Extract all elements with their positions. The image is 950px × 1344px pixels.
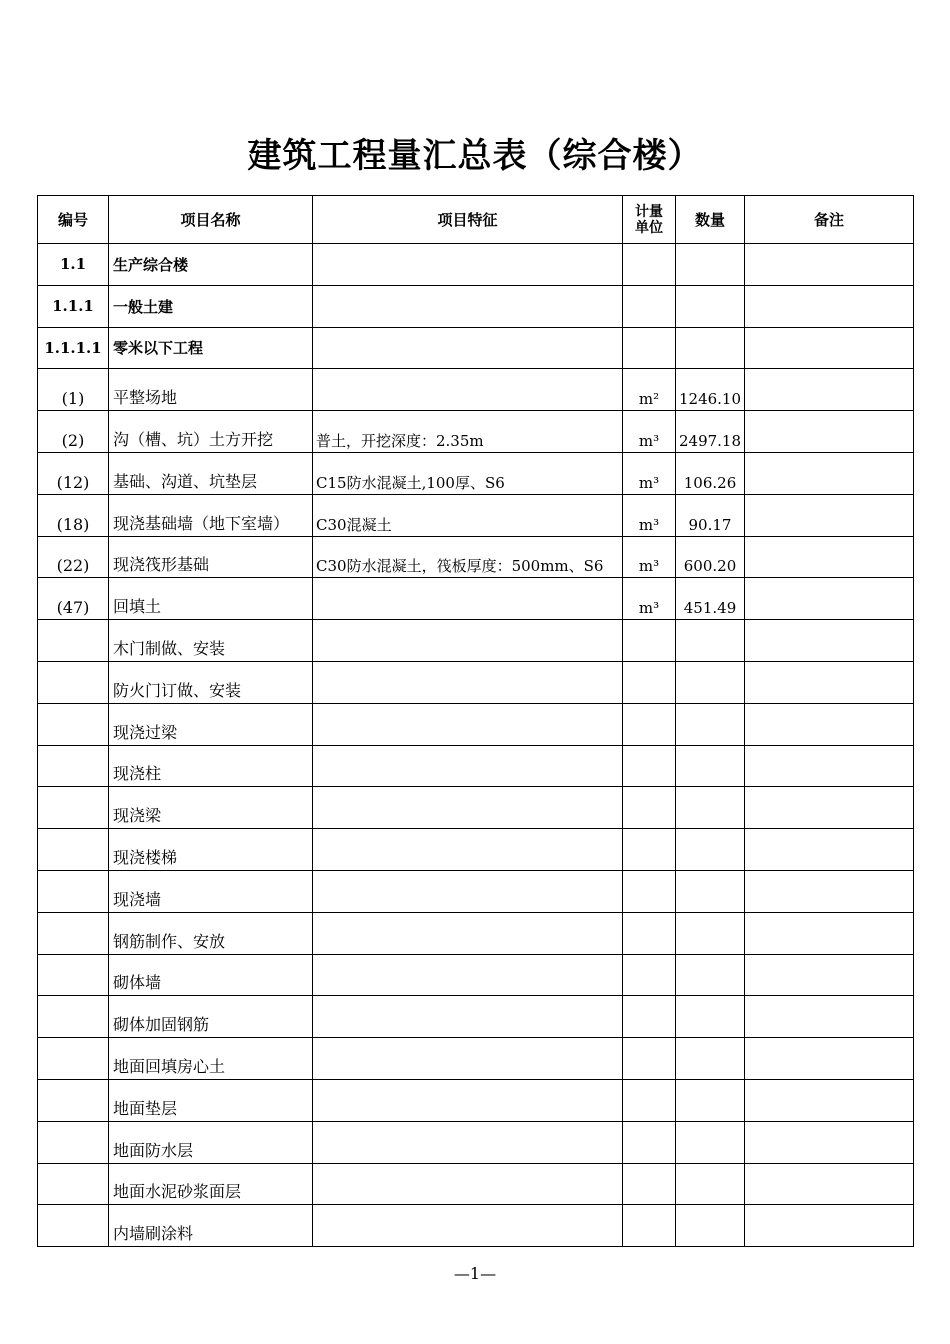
cell-code: (2) bbox=[38, 411, 109, 453]
cell-remark bbox=[745, 1205, 914, 1247]
table-row bbox=[38, 829, 914, 871]
cell-feature bbox=[313, 703, 623, 745]
cell-unit bbox=[623, 1079, 676, 1121]
cell-feature bbox=[313, 327, 623, 369]
cell-quantity bbox=[676, 829, 745, 871]
table-row bbox=[38, 1121, 914, 1163]
table-row bbox=[38, 912, 914, 954]
cell-quantity bbox=[676, 1163, 745, 1205]
cell-code: (12) bbox=[38, 452, 109, 494]
cell-unit bbox=[623, 996, 676, 1038]
cell-code bbox=[38, 787, 109, 829]
cell-code bbox=[38, 620, 109, 662]
cell-code: (1) bbox=[38, 369, 109, 411]
cell-remark bbox=[745, 244, 914, 286]
cell-feature bbox=[313, 578, 623, 620]
cell-name: 木门制做、安装 bbox=[109, 620, 313, 662]
table-body bbox=[38, 244, 914, 1247]
cell-name: 现浇梁 bbox=[109, 787, 313, 829]
cell-unit bbox=[623, 327, 676, 369]
cell-feature bbox=[313, 787, 623, 829]
cell-unit bbox=[623, 661, 676, 703]
cell-feature bbox=[313, 829, 623, 871]
cell-code bbox=[38, 829, 109, 871]
cell-name: 现浇筏形基础 bbox=[109, 536, 313, 578]
cell-unit bbox=[623, 1205, 676, 1247]
cell-feature bbox=[313, 996, 623, 1038]
cell-feature bbox=[313, 1163, 623, 1205]
cell-code bbox=[38, 1079, 109, 1121]
cell-code: (47) bbox=[38, 578, 109, 620]
table-row bbox=[38, 369, 914, 411]
cell-quantity bbox=[676, 285, 745, 327]
cell-name: 砌体加固钢筋 bbox=[109, 996, 313, 1038]
table-row bbox=[38, 1205, 914, 1247]
cell-name: 地面水泥砂浆面层 bbox=[109, 1163, 313, 1205]
cell-code bbox=[38, 870, 109, 912]
cell-feature: C30防水混凝土，筏板厚度：500mm、S6 bbox=[313, 536, 623, 578]
quantity-summary-table bbox=[37, 195, 914, 1247]
cell-code bbox=[38, 703, 109, 745]
table-row bbox=[38, 578, 914, 620]
cell-unit bbox=[623, 829, 676, 871]
cell-quantity bbox=[676, 996, 745, 1038]
table-row bbox=[38, 620, 914, 662]
cell-remark bbox=[745, 369, 914, 411]
cell-remark bbox=[745, 954, 914, 996]
cell-code bbox=[38, 1205, 109, 1247]
cell-code: 1.1 bbox=[38, 244, 109, 286]
cell-remark bbox=[745, 620, 914, 662]
cell-remark bbox=[745, 1121, 914, 1163]
cell-quantity bbox=[676, 954, 745, 996]
cell-name: 防火门订做、安装 bbox=[109, 661, 313, 703]
cell-unit bbox=[623, 912, 676, 954]
cell-remark bbox=[745, 411, 914, 453]
cell-name: 沟（槽、坑）土方开挖 bbox=[109, 411, 313, 453]
table-row bbox=[38, 870, 914, 912]
header-name: 项目名称 bbox=[109, 196, 313, 244]
table-row bbox=[38, 244, 914, 286]
cell-feature bbox=[313, 244, 623, 286]
cell-quantity bbox=[676, 1079, 745, 1121]
cell-quantity: 451.49 bbox=[676, 578, 745, 620]
header-unit-line1: 计量 bbox=[635, 203, 663, 220]
cell-feature bbox=[313, 1121, 623, 1163]
cell-unit bbox=[623, 745, 676, 787]
cell-remark bbox=[745, 1163, 914, 1205]
table-row bbox=[38, 1079, 914, 1121]
cell-unit bbox=[623, 1038, 676, 1080]
cell-remark bbox=[745, 1079, 914, 1121]
cell-unit bbox=[623, 954, 676, 996]
table-row bbox=[38, 996, 914, 1038]
cell-quantity: 1246.10 bbox=[676, 369, 745, 411]
cell-feature: C15防水混凝土,100厚、S6 bbox=[313, 452, 623, 494]
cell-quantity bbox=[676, 703, 745, 745]
cell-name: 平整场地 bbox=[109, 369, 313, 411]
header-code: 编号 bbox=[38, 196, 109, 244]
cell-code bbox=[38, 1121, 109, 1163]
cell-feature bbox=[313, 620, 623, 662]
cell-unit bbox=[623, 703, 676, 745]
table-row bbox=[38, 411, 914, 453]
table-row bbox=[38, 452, 914, 494]
cell-unit bbox=[623, 285, 676, 327]
cell-feature bbox=[313, 1038, 623, 1080]
cell-quantity bbox=[676, 912, 745, 954]
cell-remark bbox=[745, 996, 914, 1038]
cell-code bbox=[38, 745, 109, 787]
cell-name: 基础、沟道、坑垫层 bbox=[109, 452, 313, 494]
cell-name: 砌体墙 bbox=[109, 954, 313, 996]
cell-quantity bbox=[676, 327, 745, 369]
cell-unit: m³ bbox=[623, 411, 676, 453]
table-row bbox=[38, 494, 914, 536]
cell-remark bbox=[745, 829, 914, 871]
cell-remark bbox=[745, 494, 914, 536]
cell-feature bbox=[313, 912, 623, 954]
cell-remark bbox=[745, 787, 914, 829]
cell-code bbox=[38, 996, 109, 1038]
cell-feature: C30混凝土 bbox=[313, 494, 623, 536]
cell-quantity bbox=[676, 1121, 745, 1163]
header-unit bbox=[623, 196, 676, 244]
cell-remark bbox=[745, 745, 914, 787]
cell-feature bbox=[313, 954, 623, 996]
header-quantity: 数量 bbox=[676, 196, 745, 244]
cell-feature bbox=[313, 1205, 623, 1247]
cell-feature bbox=[313, 1079, 623, 1121]
cell-remark bbox=[745, 578, 914, 620]
table-row bbox=[38, 954, 914, 996]
table-row bbox=[38, 1163, 914, 1205]
cell-name: 钢筋制作、安放 bbox=[109, 912, 313, 954]
cell-name: 现浇柱 bbox=[109, 745, 313, 787]
table-row bbox=[38, 1038, 914, 1080]
cell-unit bbox=[623, 1121, 676, 1163]
cell-name: 一般土建 bbox=[109, 285, 313, 327]
cell-remark bbox=[745, 703, 914, 745]
table-row bbox=[38, 703, 914, 745]
cell-feature bbox=[313, 870, 623, 912]
table-row bbox=[38, 661, 914, 703]
cell-quantity: 2497.18 bbox=[676, 411, 745, 453]
cell-quantity: 106.26 bbox=[676, 452, 745, 494]
cell-name: 现浇过梁 bbox=[109, 703, 313, 745]
cell-code: 1.1.1 bbox=[38, 285, 109, 327]
cell-unit: m³ bbox=[623, 494, 676, 536]
cell-unit bbox=[623, 1163, 676, 1205]
cell-name: 现浇楼梯 bbox=[109, 829, 313, 871]
table-row bbox=[38, 327, 914, 369]
cell-code bbox=[38, 912, 109, 954]
cell-unit bbox=[623, 620, 676, 662]
table-row bbox=[38, 787, 914, 829]
cell-quantity bbox=[676, 745, 745, 787]
cell-name: 内墙刷涂料 bbox=[109, 1205, 313, 1247]
cell-unit: m² bbox=[623, 369, 676, 411]
cell-name: 现浇基础墙（地下室墙） bbox=[109, 494, 313, 536]
cell-quantity: 90.17 bbox=[676, 494, 745, 536]
cell-code: (18) bbox=[38, 494, 109, 536]
cell-remark bbox=[745, 452, 914, 494]
cell-feature bbox=[313, 369, 623, 411]
cell-feature bbox=[313, 285, 623, 327]
cell-code: 1.1.1.1 bbox=[38, 327, 109, 369]
cell-remark bbox=[745, 661, 914, 703]
cell-name: 生产综合楼 bbox=[109, 244, 313, 286]
cell-unit: m³ bbox=[623, 452, 676, 494]
cell-quantity bbox=[676, 787, 745, 829]
cell-quantity bbox=[676, 870, 745, 912]
cell-name: 地面防水层 bbox=[109, 1121, 313, 1163]
cell-code bbox=[38, 1163, 109, 1205]
cell-unit: m³ bbox=[623, 536, 676, 578]
cell-quantity bbox=[676, 661, 745, 703]
cell-name: 地面回填房心土 bbox=[109, 1038, 313, 1080]
cell-remark bbox=[745, 536, 914, 578]
cell-quantity: 600.20 bbox=[676, 536, 745, 578]
cell-name: 地面垫层 bbox=[109, 1079, 313, 1121]
header-remark: 备注 bbox=[745, 196, 914, 244]
cell-quantity bbox=[676, 1205, 745, 1247]
cell-code bbox=[38, 1038, 109, 1080]
table-row bbox=[38, 285, 914, 327]
header-unit-line2: 单位 bbox=[635, 219, 663, 236]
table-row bbox=[38, 536, 914, 578]
cell-code bbox=[38, 954, 109, 996]
cell-unit: m³ bbox=[623, 578, 676, 620]
cell-name: 回填土 bbox=[109, 578, 313, 620]
page-title: 建筑工程量汇总表（综合楼） bbox=[247, 136, 703, 176]
page-number: —1— bbox=[453, 1264, 497, 1283]
cell-remark bbox=[745, 1038, 914, 1080]
cell-remark bbox=[745, 327, 914, 369]
cell-quantity bbox=[676, 244, 745, 286]
header-feature: 项目特征 bbox=[313, 196, 623, 244]
cell-unit bbox=[623, 870, 676, 912]
cell-feature bbox=[313, 661, 623, 703]
cell-name: 零米以下工程 bbox=[109, 327, 313, 369]
cell-unit bbox=[623, 787, 676, 829]
cell-remark bbox=[745, 870, 914, 912]
cell-name: 现浇墙 bbox=[109, 870, 313, 912]
cell-code bbox=[38, 661, 109, 703]
cell-quantity bbox=[676, 1038, 745, 1080]
table-row bbox=[38, 745, 914, 787]
cell-quantity bbox=[676, 620, 745, 662]
table-header-row bbox=[38, 196, 914, 244]
cell-code: (22) bbox=[38, 536, 109, 578]
cell-remark bbox=[745, 285, 914, 327]
cell-feature bbox=[313, 745, 623, 787]
cell-unit bbox=[623, 244, 676, 286]
cell-feature: 普土，开挖深度：2.35m bbox=[313, 411, 623, 453]
cell-remark bbox=[745, 912, 914, 954]
